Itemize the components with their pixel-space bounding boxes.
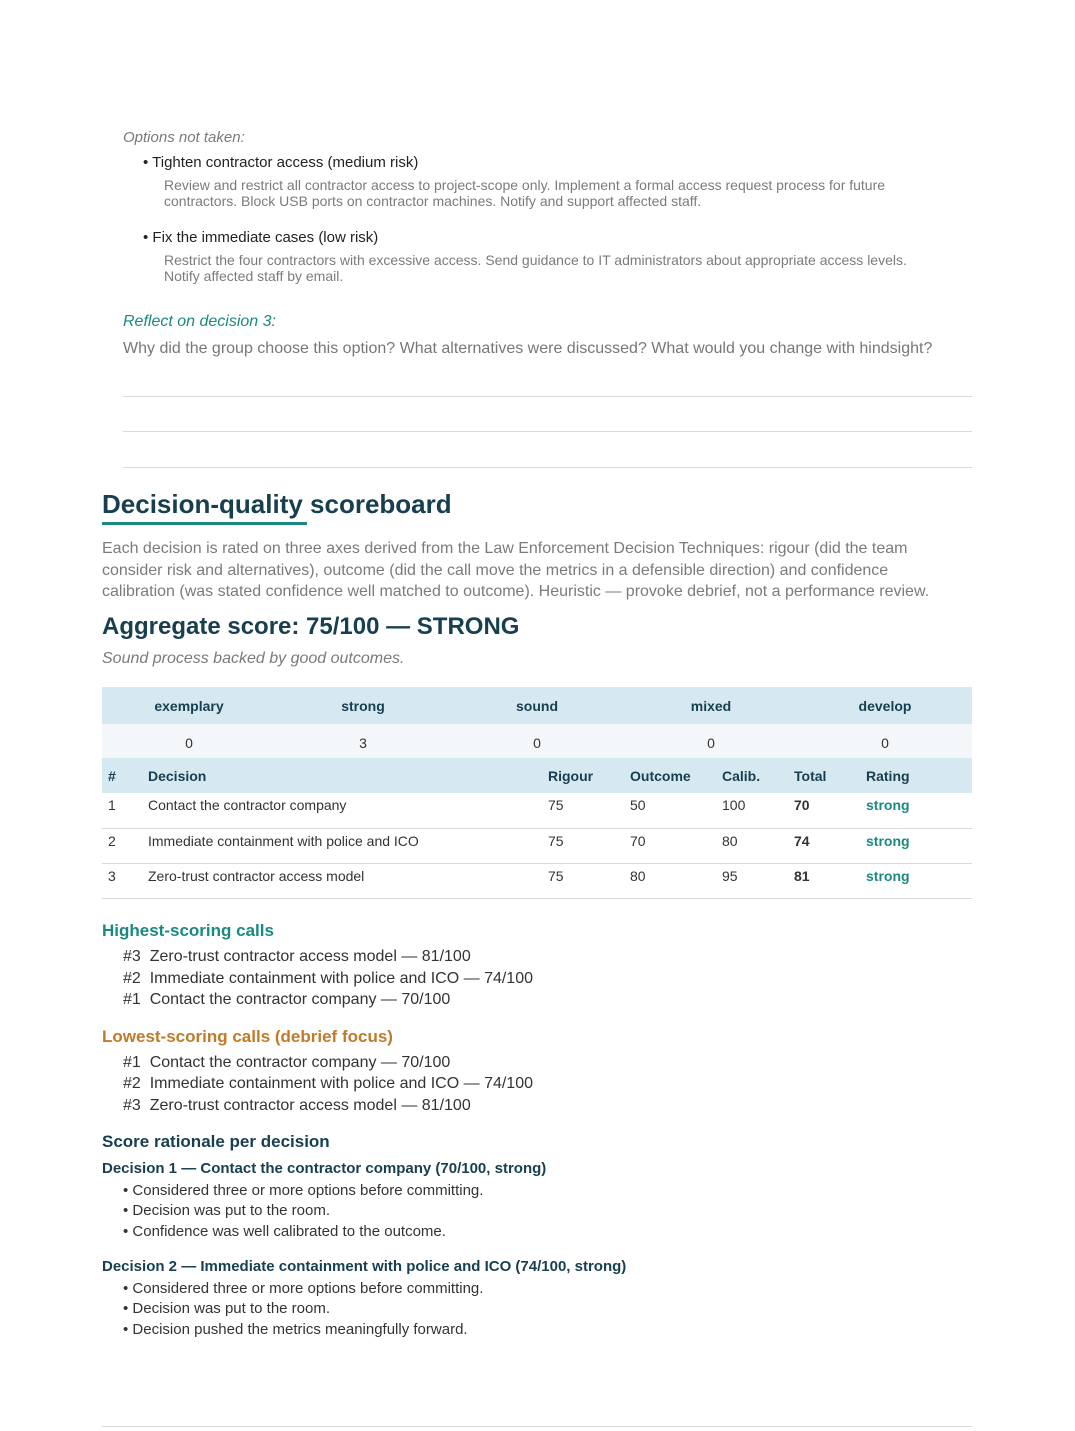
cell-outcome: 50 xyxy=(624,793,716,828)
column-header: Outcome xyxy=(624,758,716,793)
list-item: #1 Contact the contractor company — 70/100 xyxy=(123,1054,451,1071)
column-header: Total xyxy=(788,758,860,793)
distribution-count: 0 xyxy=(102,724,276,762)
lowest-scoring-heading: Lowest-scoring calls (debrief focus) xyxy=(102,1027,393,1046)
aggregate-score: Aggregate score: 75/100 — STRONG xyxy=(102,613,520,640)
distribution-label: strong xyxy=(276,687,450,724)
rationale-bullet: • Considered three or more options before committing. xyxy=(123,1280,484,1297)
rationale-bullet: • Considered three or more options before committing. xyxy=(123,1182,484,1199)
reflect-question: Why did the group choose this option? What alternatives were discussed? What would you change with hindsight? xyxy=(123,340,933,357)
distribution-label: exemplary xyxy=(102,687,276,724)
option-description-line: Notify affected staff by email. xyxy=(164,268,344,284)
cell-number: 3 xyxy=(102,863,142,898)
column-header: # xyxy=(102,758,142,793)
rationale-bullet: • Confidence was well calibrated to the outcome. xyxy=(123,1223,446,1240)
cell-calibration: 80 xyxy=(716,828,788,863)
cell-rigour: 75 xyxy=(542,828,624,863)
distribution-label: develop xyxy=(798,687,972,724)
rationale-bullet: • Decision pushed the metrics meaningfully forward. xyxy=(123,1321,468,1338)
option-description-line: contractors. Block USB ports on contractor machines. Notify and support affected staff. xyxy=(164,193,702,209)
intro-line: Each decision is rated on three axes derived from the Law Enforcement Decision Techniques: rigour (did the team xyxy=(102,540,908,557)
cell-outcome: 80 xyxy=(624,863,716,898)
scoreboard-intro xyxy=(102,538,929,603)
column-header: Calib. xyxy=(716,758,788,793)
cell-total: 81 xyxy=(788,863,860,898)
distribution-count: 0 xyxy=(624,724,798,762)
cell-calibration: 95 xyxy=(716,863,788,898)
cell-number: 1 xyxy=(102,793,142,828)
decision-scores-table xyxy=(102,758,972,899)
cell-decision: Contact the contractor company xyxy=(142,793,542,828)
distribution-count: 0 xyxy=(798,724,972,762)
option-description-line: Review and restrict all contractor access to project-scope only. Implement a formal access request process for future xyxy=(164,177,886,193)
cell-total: 70 xyxy=(788,793,860,828)
highest-scoring-heading: Highest-scoring calls xyxy=(102,921,274,940)
intro-line: consider risk and alternatives), outcome (did the call move the metrics in a defensible direction) and confidence xyxy=(102,561,889,579)
aggregate-summary: Sound process backed by good outcomes. xyxy=(102,650,405,667)
list-item: #3 Zero-trust contractor access model — 81/100 xyxy=(123,948,471,965)
distribution-count-row xyxy=(102,724,972,762)
option-title: • Fix the immediate cases (low risk) xyxy=(143,229,379,246)
answer-line xyxy=(123,467,972,468)
column-header: Rating xyxy=(860,758,972,793)
cell-calibration: 100 xyxy=(716,793,788,828)
cell-outcome: 70 xyxy=(624,828,716,863)
rationale-bullet: • Decision was put to the room. xyxy=(123,1300,331,1317)
intro-line: calibration (was stated confidence well matched to outcome). Heuristic — provoke debrief, not a performance review. xyxy=(102,583,930,600)
section-title: Decision-quality scoreboard xyxy=(102,489,452,519)
rating-distribution-table xyxy=(102,687,972,762)
list-item: #2 Immediate containment with police and ICO — 74/100 xyxy=(123,1075,533,1092)
page-footer-rule xyxy=(102,1426,972,1427)
cell-decision: Zero-trust contractor access model xyxy=(142,863,542,898)
option-description xyxy=(164,177,885,209)
cell-number: 2 xyxy=(102,828,142,863)
cell-decision: Immediate containment with police and ICO xyxy=(142,828,542,863)
reflect-label: Reflect on decision 3: xyxy=(123,313,276,330)
list-item: #1 Contact the contractor company — 70/100 xyxy=(123,991,451,1008)
option-title: • Tighten contractor access (medium risk) xyxy=(143,154,419,171)
cell-rigour: 75 xyxy=(542,863,624,898)
cell-rating: strong xyxy=(860,863,972,898)
cell-rating: strong xyxy=(860,828,972,863)
table-row xyxy=(102,793,972,828)
table-row xyxy=(102,828,972,863)
table-header-row xyxy=(102,758,972,793)
answer-line xyxy=(123,396,972,397)
distribution-header-row xyxy=(102,687,972,724)
list-item: #3 Zero-trust contractor access model — 81/100 xyxy=(123,1097,471,1114)
answer-line xyxy=(123,431,972,432)
rationale-bullet: • Decision was put to the room. xyxy=(123,1202,331,1219)
distribution-label: sound xyxy=(450,687,624,724)
list-item: #2 Immediate containment with police and ICO — 74/100 xyxy=(123,970,533,987)
column-header: Decision xyxy=(142,758,542,793)
decision-heading: Decision 2 — Immediate containment with police and ICO (74/100, strong) xyxy=(102,1258,627,1275)
option-description-line: Restrict the four contractors with excessive access. Send guidance to IT administrators about appropriate access levels. xyxy=(164,252,907,268)
decision-heading: Decision 1 — Contact the contractor company (70/100, strong) xyxy=(102,1160,547,1177)
cell-rigour: 75 xyxy=(542,793,624,828)
cell-total: 74 xyxy=(788,828,860,863)
option-description xyxy=(164,252,907,284)
distribution-count: 0 xyxy=(450,724,624,762)
column-header: Rigour xyxy=(542,758,624,793)
distribution-label: mixed xyxy=(624,687,798,724)
rationale-heading: Score rationale per decision xyxy=(102,1132,330,1151)
table-row xyxy=(102,863,972,898)
options-not-taken-label: Options not taken: xyxy=(123,129,245,146)
section-underline xyxy=(102,522,307,525)
cell-rating: strong xyxy=(860,793,972,828)
distribution-count: 3 xyxy=(276,724,450,762)
